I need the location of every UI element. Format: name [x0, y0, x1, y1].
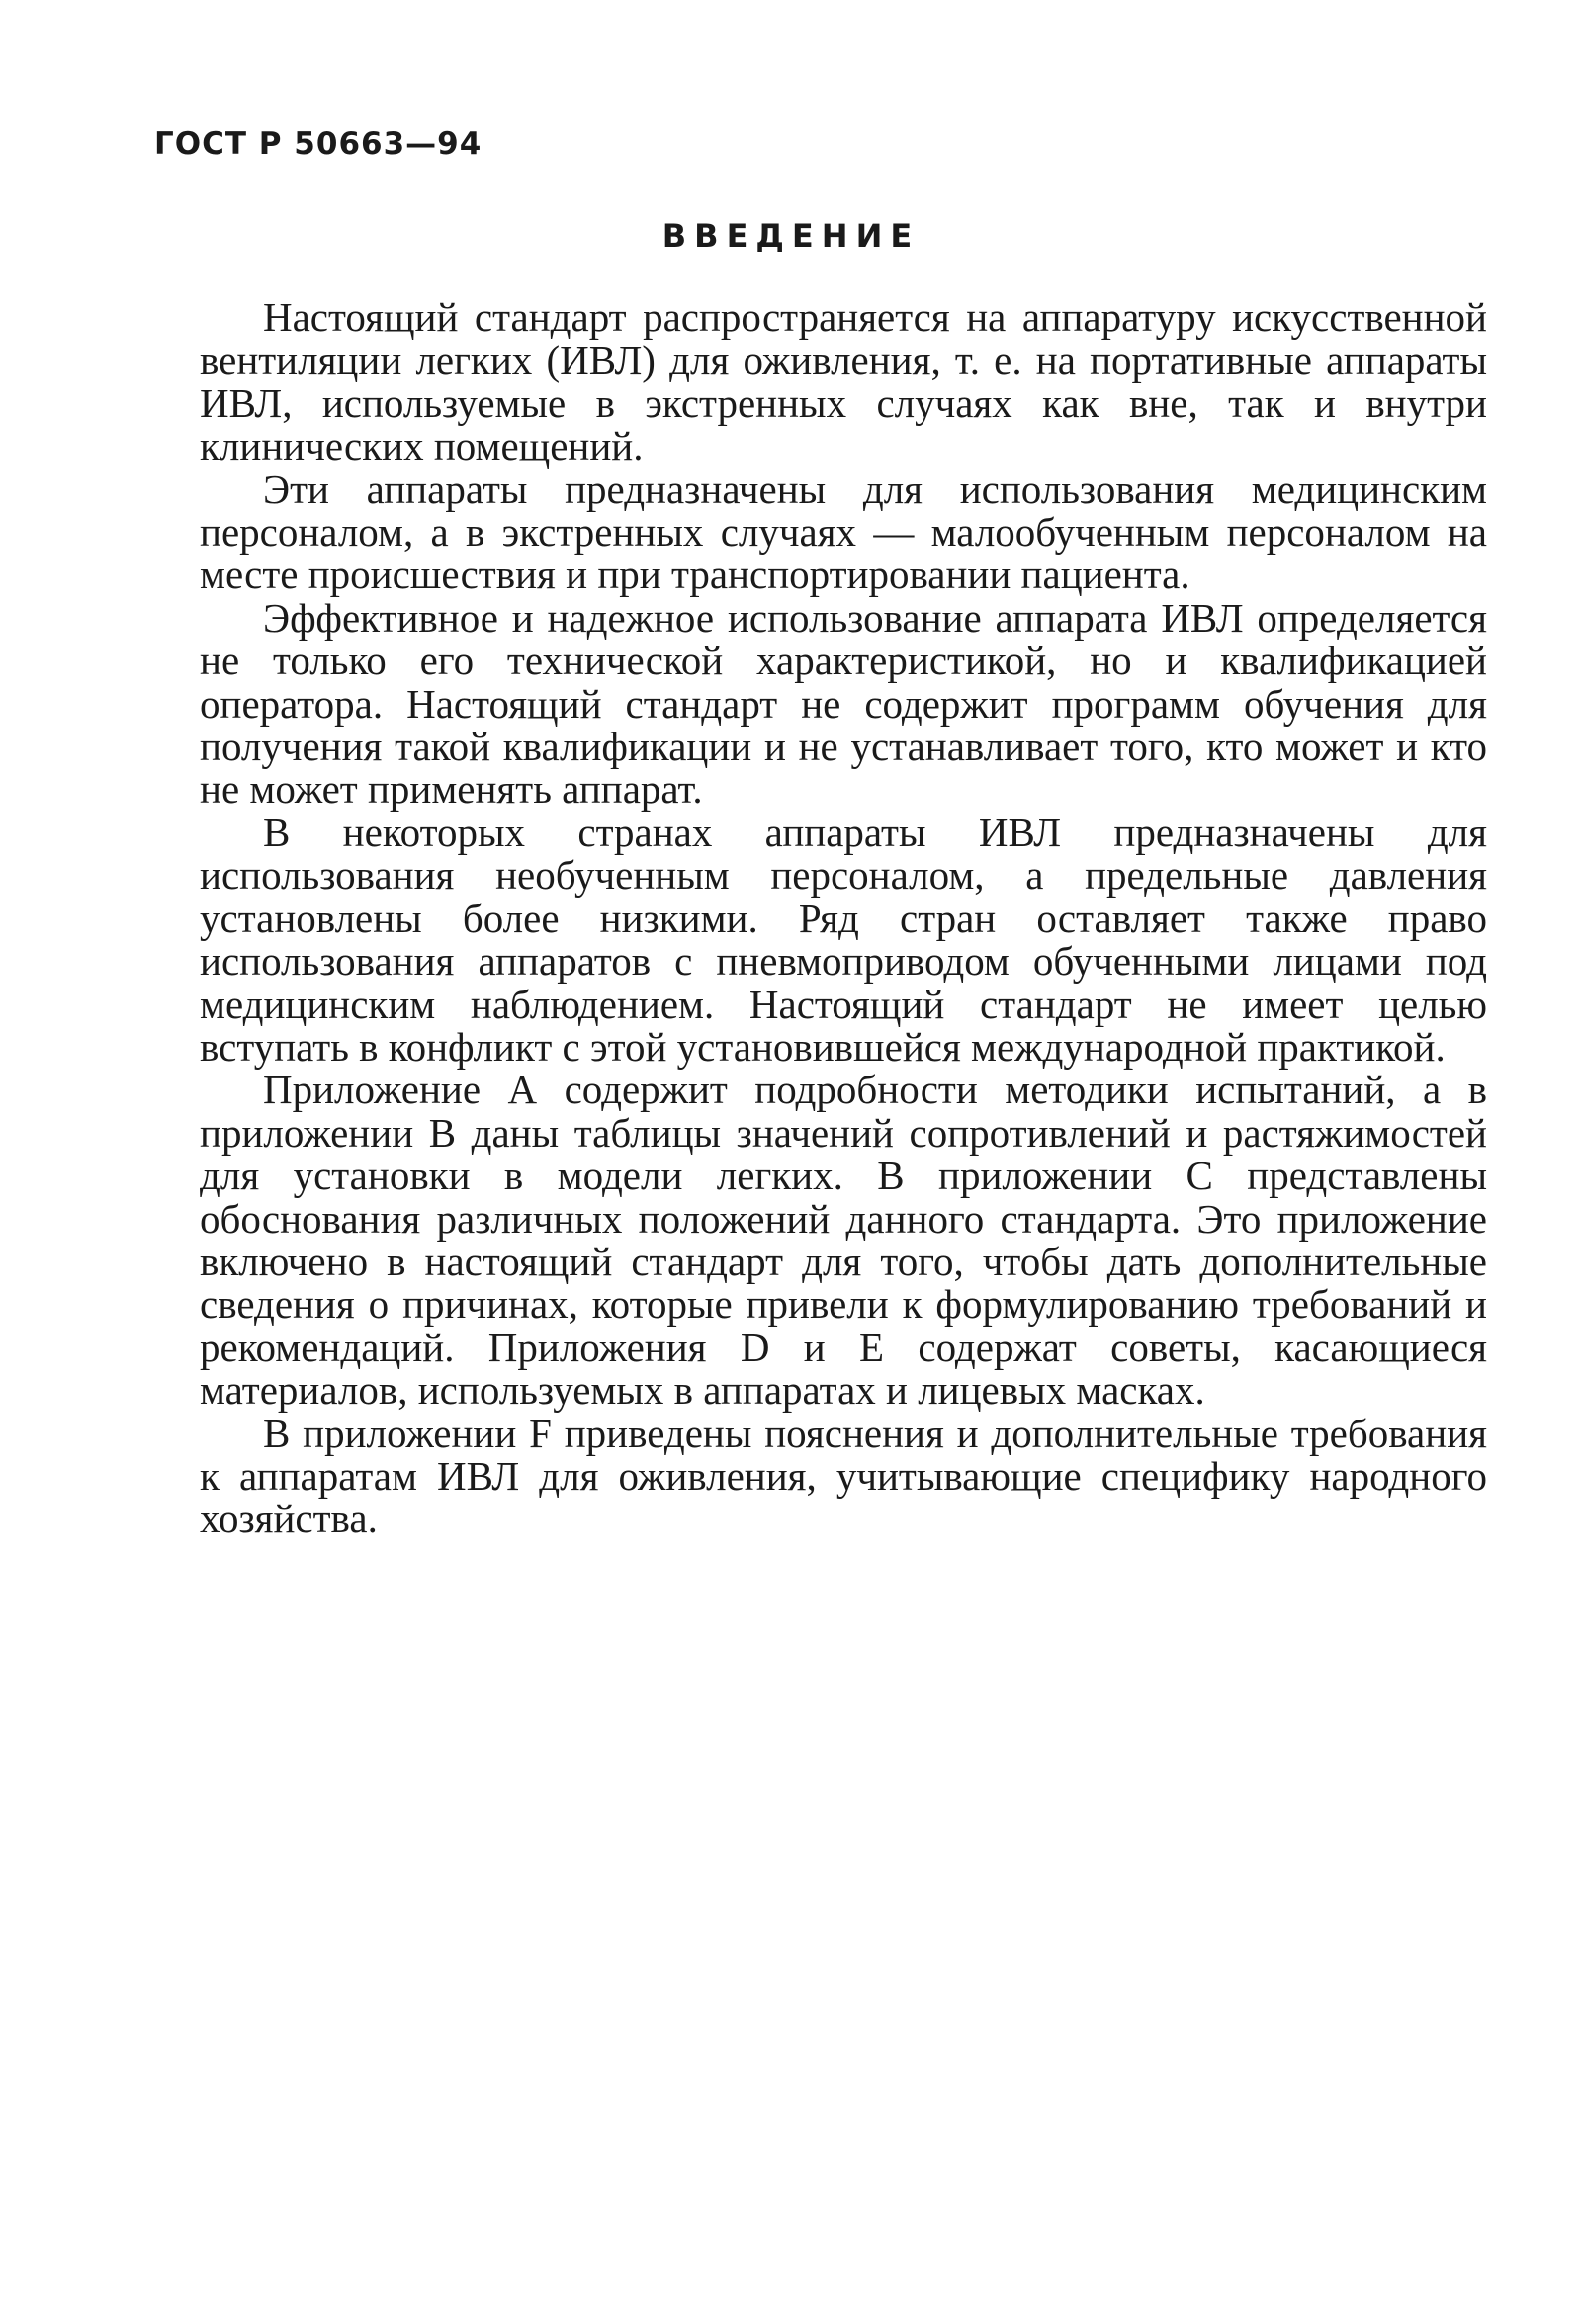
paragraph: Настоящий стандарт распространяется на аппаратуру искусственной вентиляции легких (ИВЛ) для оживления, т. е. на портативные аппараты ИВЛ, используемые в экстренных случаях как вне, так и внутри клинических помещений.	[200, 295, 1487, 470]
paragraph: Эти аппараты предназначены для использования медицинским персоналом, а в экстренных случаях — малообученным персоналом на месте происшествия и при транспортировании пациента.	[200, 466, 1487, 598]
paragraph: В некоторых странах аппараты ИВЛ предназначены для использования необученным персоналом, а предельные давления установлены более низкими. Ряд стран оставляет также право использования аппаратов с пневмоприводом обученными лицами под медицинским наблюдением. Настоящий стандарт не имеет целью вступать в конфликт с этой установившейся международной практикой.	[200, 809, 1487, 1070]
paragraph: В приложении F приведены пояснения и дополнительные требования к аппаратам ИВЛ для оживления, учитывающие специфику народного хозяйства.	[200, 1410, 1487, 1542]
paragraph: Эффективное и надежное использование аппарата ИВЛ определяется не только его технической характеристикой, но и квалификацией оператора. Настоящий стандарт не содержит программ обучения для получения такой квалификации и не устанавливает того, кто может и кто не может применять аппарат.	[200, 594, 1487, 813]
body-text	[200, 297, 1487, 1541]
paragraph: Приложение А содержит подробности методики испытаний, а в приложении В даны таблицы значений сопротивлений и растяжимостей для установки в модели легких. В приложении С представлены обоснования различных положений данного стандарта. Это приложение включено в настоящий стандарт для того, чтобы дать дополнительные сведения о причинах, которые привели к формулированию требований и рекомендаций. Приложения D и Е содержат советы, касающиеся материалов, используемых в аппаратах и лицевых масках.	[200, 1067, 1487, 1414]
document-code: ГОСТ Р 50663—94	[154, 127, 483, 162]
section-title: ВВЕДЕНИЕ	[661, 217, 921, 255]
